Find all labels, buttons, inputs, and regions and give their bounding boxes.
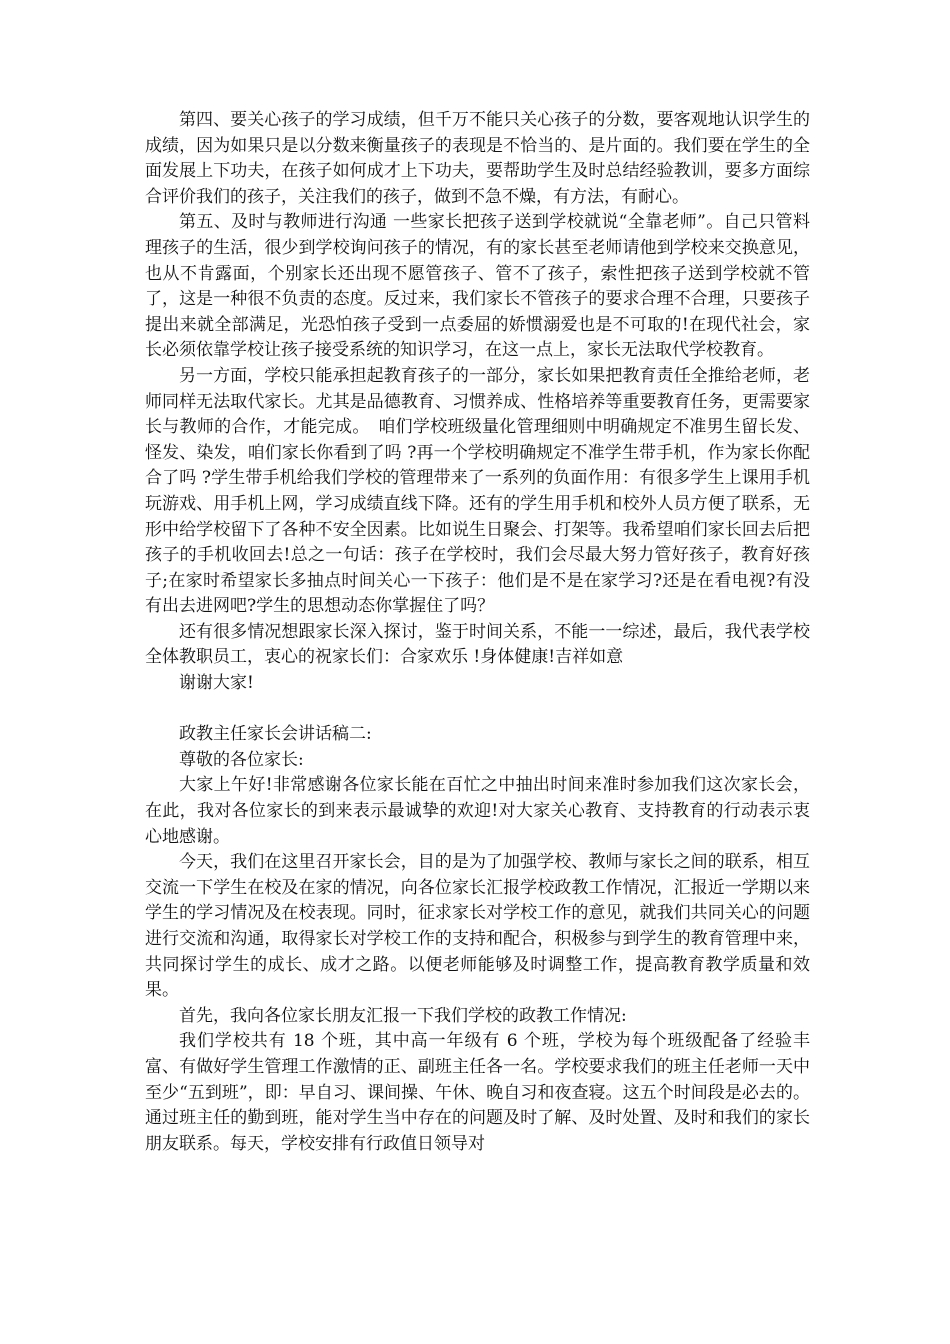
paragraph-fifth-point: 第五、及时与教师进行沟通 一些家长把孩子送到学校就说“全靠老师”。自己只管料理孩子的生活，很少到学校询问孩子的情况，有的家长甚至老师请他到学校来交换意见，也从不肯露面，个别家长还出现不愿管孩子、管不了孩子，索性把孩子送到学校就不管了，这是一种很不负责的态度。反过来，我们家长不管孩子的要求合理不合理，只要孩子提出来就全部满足，光恐怕孩子受到一点委屈的娇惯溺爱也是不可取的!在现代社会，家长必须依靠学校让孩子接受系统的知识学习，在这一点上，家长无法取代学校教育。: [145, 212, 810, 361]
paragraph-thanks: 谢谢大家!: [179, 673, 254, 694]
paragraph-closing: 还有很多情况想跟家长深入探讨，鉴于时间关系，不能一一综述，最后，我代表学校全体教职员工，衷心的祝家长们：合家欢乐 !身体健康!吉祥如意: [145, 621, 810, 668]
paragraph-fourth-point: 第四、要关心孩子的学习成绩，但千万不能只关心孩子的分数，要客观地认识学生的成绩，因为如果只是以分数来衡量孩子的表现是不恰当的、是片面的。我们要在学生的全面发展上下功夫，在孩子如何成才上下功夫，要帮助学生及时总结经验教训，要多方面综合评价我们的孩子，关注我们的孩子，做到不急不燥，有方法，有耐心。: [145, 110, 810, 207]
greeting: 尊敬的各位家长:: [179, 749, 304, 770]
blank-line: [145, 697, 810, 723]
paragraph-other-side: 另一方面，学校只能承担起教育孩子的一部分，家长如果把教育责任全推给老师，老师同样无法取代家长。尤其是品德教育、习惯养成、性格培养等重要教育任务，更需要家长与教师的合作，才能完成。 咱们学校班级量化管理细则中明确规定不准男生留长发、怪发、染发，咱们家长你看到了吗 ?再一个学校明确规定不准学生带手机，作为家长你配合了吗 ?学生带手机给我们学校的管理带来了一系列的负面作用：有很多学生上课用手机玩游戏、用手机上网，学习成绩直线下降。还有的学生用手机和校外人员方便了联系，无形中给学校留下了各种不安全因素。比如说生日聚会、打架等。我希望咱们家长回去后把孩子的手机收回去!总之一句话：孩子在学校时，我们会尽最大努力管好孩子，教育好孩子;在家时希望家长多抽点时间关心一下孩子：他们是不是在家学习?还是在看电视?有没有出去进网吧?学生的思想动态你掌握住了吗？: [145, 365, 810, 617]
paragraph-purpose: 今天，我们在这里召开家长会，目的是为了加强学校、教师与家长之间的联系，相互交流一下学生在校及在家的情况，向各位家长汇报学校政教工作情况，汇报近一学期以来学生的学习情况及在校表现。同时，征求家长对学校工作的意见，就我们共同关心的问题进行交流和沟通，取得家长对学校工作的支持和配合，积极参与到学生的教育管理中来，共同探讨学生的成长、成才之路。以便老师能够及时调整工作，提高教育教学质量和效果。: [145, 852, 810, 1001]
paragraph-report-intro: 首先，我向各位家长朋友汇报一下我们学校的政教工作情况:: [179, 1005, 627, 1026]
paragraph-welcome: 大家上午好!非常感谢各位家长能在百忙之中抽出时间来准时参加我们这次家长会，在此，我对各位家长的到来表示最诚挚的欢迎!对大家关心教育、支持教育的行动表示衷心地感谢。: [145, 775, 810, 847]
paragraph-class-info: 我们学校共有 18 个班，其中高一年级有 6 个班，学校为每个班级配备了经验丰富、有做好学生管理工作激情的正、副班主任各一名。学校要求我们的班主任老师一天中至少“五到班”，即：早自习、课间操、午休、晚自习和夜查寝。这五个时间段是必去的。通过班主任的勤到班，能对学生当中存在的问题及时了解、及时处置、及时和我们的家长朋友联系。每天，学校安排有行政值日领导对: [145, 1031, 810, 1154]
document-page: [145, 108, 810, 1157]
section-two-title: 政教主任家长会讲话稿二:: [179, 724, 372, 745]
